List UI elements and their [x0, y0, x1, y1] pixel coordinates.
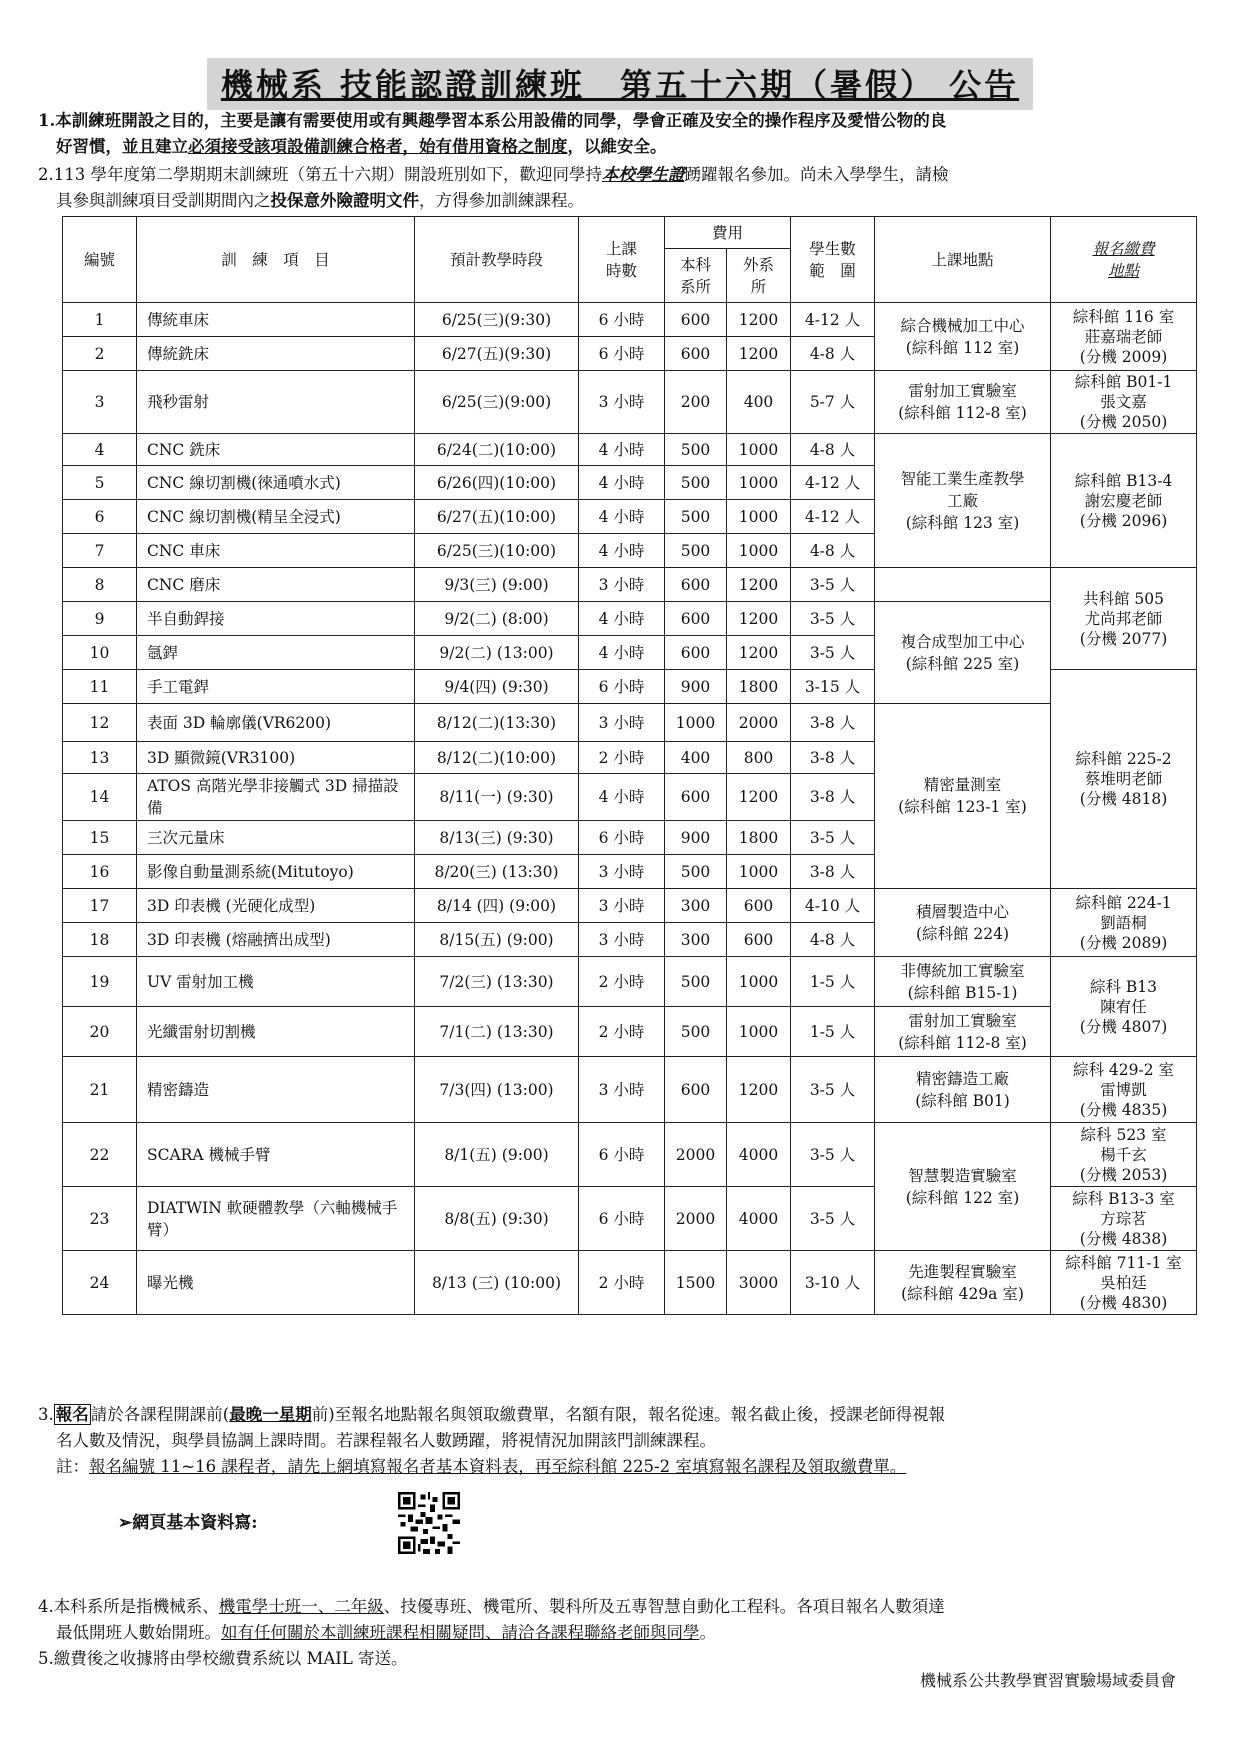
- cell-size: 4-12 人: [791, 303, 875, 337]
- cell-hours: 6 小時: [579, 670, 665, 704]
- header-fee: 費用: [665, 217, 791, 249]
- table-row: [63, 568, 1197, 602]
- cell-fee-out: 1000: [727, 1007, 791, 1057]
- cell-time: 7/3(四) (13:00): [415, 1057, 579, 1123]
- table-row: [63, 602, 1197, 636]
- cell-fee-out: 1000: [727, 466, 791, 500]
- cell-fee-in: 400: [665, 742, 727, 774]
- paragraph-3: [38, 1402, 1208, 1480]
- cell-size: 3-5 人: [791, 602, 875, 636]
- header-hours: 上課 時數: [579, 217, 665, 303]
- cell-register: 綜科館 116 室 莊嘉瑞老師 (分機 2009): [1051, 303, 1197, 371]
- cell-time: 9/3(三) (9:00): [415, 568, 579, 602]
- cell-hours: 3 小時: [579, 704, 665, 742]
- cell-no: 23: [63, 1187, 137, 1251]
- cell-time: 8/8(五) (9:30): [415, 1187, 579, 1251]
- cell-hours: 6 小時: [579, 1187, 665, 1251]
- course-table: [62, 216, 1197, 1315]
- cell-fee-out: 1200: [727, 303, 791, 337]
- table-row: [63, 1057, 1197, 1123]
- cell-item: SCARA 機械手臂: [137, 1123, 415, 1187]
- cell-fee-out: 1200: [727, 568, 791, 602]
- p1-line1: 1.本訓練班開設之目的，主要是讓有需要使用或有興趣學習本系公用設備的同學，學會正確及安全的操作程序及愛惜公物的良: [38, 111, 947, 130]
- cell-time: 6/25(三)(9:30): [415, 303, 579, 337]
- qr-code-icon[interactable]: [398, 1492, 460, 1554]
- cell-size: 3-15 人: [791, 670, 875, 704]
- table-row: [63, 704, 1197, 742]
- cell-register: 綜科館 225-2 蔡堆明老師 (分機 4818): [1051, 670, 1197, 889]
- cell-register: 綜科 B13-3 室 方琮茗 (分機 4838): [1051, 1187, 1197, 1251]
- header-item: 訓 練 項 目: [137, 217, 415, 303]
- cell-register: 綜科 B13 陳宥任 (分機 4807): [1051, 957, 1197, 1057]
- cell-item: CNC 車床: [137, 534, 415, 568]
- p1-line2: 好習慣，並且建立必須接受該項設備訓練合格者，始有借用資格之制度，以維安全。: [56, 137, 667, 156]
- cell-no: 1: [63, 303, 137, 337]
- cell-hours: 3 小時: [579, 1057, 665, 1123]
- title-wrap: [0, 58, 1240, 110]
- p4-line2: 最低開班人數始開班。如有任何關於本訓練班課程相關疑問、請洽各課程聯絡老師與同學。: [56, 1623, 716, 1642]
- table-row: [63, 371, 1197, 434]
- cell-size: 4-8 人: [791, 337, 875, 371]
- cell-size: 3-5 人: [791, 1187, 875, 1251]
- table-header-row-1: [63, 217, 1197, 249]
- cell-fee-out: 4000: [727, 1187, 791, 1251]
- cell-fee-in: 500: [665, 957, 727, 1007]
- cell-fee-out: 1200: [727, 774, 791, 821]
- cell-fee-out: 1000: [727, 434, 791, 466]
- cell-no: 3: [63, 371, 137, 434]
- cell-size: 1-5 人: [791, 1007, 875, 1057]
- cell-item: 手工電銲: [137, 670, 415, 704]
- cell-fee-in: 500: [665, 855, 727, 889]
- cell-fee-in: 500: [665, 1007, 727, 1057]
- cell-location: 智能工業生產教學 工廠 (綜科館 123 室): [875, 434, 1051, 568]
- cell-hours: 4 小時: [579, 636, 665, 670]
- paragraph-4: [38, 1594, 1208, 1646]
- cell-size: 3-10 人: [791, 1251, 875, 1315]
- cell-register: 綜科 523 室 楊千玄 (分機 2053): [1051, 1123, 1197, 1187]
- cell-no: 22: [63, 1123, 137, 1187]
- cell-fee-in: 600: [665, 337, 727, 371]
- cell-time: 8/1(五) (9:00): [415, 1123, 579, 1187]
- cell-item: 氬銲: [137, 636, 415, 670]
- cell-fee-in: 600: [665, 1057, 727, 1123]
- cell-fee-out: 1000: [727, 534, 791, 568]
- table-row: [63, 957, 1197, 1007]
- cell-fee-out: 3000: [727, 1251, 791, 1315]
- cell-size: 3-5 人: [791, 1123, 875, 1187]
- header-time: 預計教學時段: [415, 217, 579, 303]
- cell-fee-in: 300: [665, 889, 727, 923]
- cell-item: 三次元量床: [137, 821, 415, 855]
- cell-hours: 2 小時: [579, 957, 665, 1007]
- cell-size: 3-8 人: [791, 704, 875, 742]
- cell-item: UV 雷射加工機: [137, 957, 415, 1007]
- cell-item: 3D 顯微鏡(VR3100): [137, 742, 415, 774]
- cell-no: 2: [63, 337, 137, 371]
- cell-register: 綜科館 711-1 室 吳柏廷 (分機 4830): [1051, 1251, 1197, 1315]
- cell-fee-in: 600: [665, 636, 727, 670]
- cell-fee-in: 2000: [665, 1187, 727, 1251]
- cell-item: 影像自動量測系統(Mitutoyo): [137, 855, 415, 889]
- cell-hours: 3 小時: [579, 371, 665, 434]
- cell-fee-in: 500: [665, 534, 727, 568]
- table-row: [63, 434, 1197, 466]
- table-row: [63, 889, 1197, 923]
- cell-no: 8: [63, 568, 137, 602]
- page-title: 機械系 技能認證訓練班 第五十六期（暑假） 公告: [207, 58, 1033, 110]
- cell-item: CNC 線切割機(精呈全浸式): [137, 500, 415, 534]
- cell-fee-out: 1200: [727, 1057, 791, 1123]
- cell-hours: 4 小時: [579, 774, 665, 821]
- cell-fee-in: 600: [665, 602, 727, 636]
- paragraph-1: [38, 108, 1208, 160]
- cell-size: 4-12 人: [791, 466, 875, 500]
- cell-size: 3-5 人: [791, 1057, 875, 1123]
- cell-location: 非傳統加工實驗室 (綜科館 B15-1): [875, 957, 1051, 1007]
- cell-hours: 2 小時: [579, 1251, 665, 1315]
- web-form-label: ➢網頁基本資料寫:: [118, 1513, 258, 1533]
- cell-no: 20: [63, 1007, 137, 1057]
- cell-size: 4-12 人: [791, 500, 875, 534]
- cell-time: 8/13 (三) (10:00): [415, 1251, 579, 1315]
- cell-register: 共科館 505 尤尚邦老師 (分機 2077): [1051, 568, 1197, 670]
- cell-register: 綜科館 B13-4 謝宏慶老師 (分機 2096): [1051, 434, 1197, 568]
- cell-fee-out: 1200: [727, 337, 791, 371]
- cell-time: 6/27(五)(10:00): [415, 500, 579, 534]
- cell-hours: 6 小時: [579, 1123, 665, 1187]
- p4-line1: 4.本科系所是指機械系、機電學士班一、二年級、技優專班、機電所、製科所及五專智慧自動化工程科。各項目報名人數須達: [38, 1597, 945, 1616]
- cell-fee-out: 1200: [727, 602, 791, 636]
- cell-location: 綜合機械加工中心 (綜科館 112 室): [875, 303, 1051, 371]
- cell-no: 5: [63, 466, 137, 500]
- cell-no: 7: [63, 534, 137, 568]
- cell-time: 8/12(二)(13:30): [415, 704, 579, 742]
- cell-no: 19: [63, 957, 137, 1007]
- cell-time: 6/24(二)(10:00): [415, 434, 579, 466]
- cell-fee-out: 600: [727, 889, 791, 923]
- cell-size: 4-8 人: [791, 434, 875, 466]
- cell-fee-in: 2000: [665, 1123, 727, 1187]
- cell-size: 5-7 人: [791, 371, 875, 434]
- cell-item: 傳統車床: [137, 303, 415, 337]
- cell-fee-in: 1500: [665, 1251, 727, 1315]
- cell-fee-in: 500: [665, 434, 727, 466]
- cell-location: 精密量測室 (綜科館 123-1 室): [875, 704, 1051, 889]
- cell-hours: 6 小時: [579, 337, 665, 371]
- cell-fee-in: 500: [665, 500, 727, 534]
- cell-time: 9/2(二) (13:00): [415, 636, 579, 670]
- cell-fee-in: 600: [665, 774, 727, 821]
- cell-no: 24: [63, 1251, 137, 1315]
- header-location: 上課地點: [875, 217, 1051, 303]
- cell-hours: 4 小時: [579, 466, 665, 500]
- cell-fee-out: 1000: [727, 957, 791, 1007]
- cell-no: 15: [63, 821, 137, 855]
- cell-hours: 2 小時: [579, 742, 665, 774]
- cell-size: 3-8 人: [791, 855, 875, 889]
- cell-hours: 2 小時: [579, 1007, 665, 1057]
- cell-no: 4: [63, 434, 137, 466]
- header-fee-in: 本科 系所: [665, 249, 727, 303]
- cell-no: 14: [63, 774, 137, 821]
- cell-hours: 3 小時: [579, 889, 665, 923]
- cell-item: 表面 3D 輪廓儀(VR6200): [137, 704, 415, 742]
- cell-size: 4-8 人: [791, 534, 875, 568]
- cell-item: DIATWIN 軟硬體教學（六軸機械手臂）: [137, 1187, 415, 1251]
- cell-hours: 3 小時: [579, 855, 665, 889]
- p2-line1: 2.113 學年度第二學期期末訓練班（第五十六期）開設班別如下，歡迎同學持本校學生證踴躍報名參加。尚未入學學生，請檢: [38, 165, 949, 184]
- cell-fee-out: 1000: [727, 500, 791, 534]
- cell-item: 飛秒雷射: [137, 371, 415, 434]
- cell-time: 8/14 (四) (9:00): [415, 889, 579, 923]
- cell-item: ATOS 高階光學非接觸式 3D 掃描設備: [137, 774, 415, 821]
- cell-fee-in: 600: [665, 303, 727, 337]
- cell-time: 9/2(二) (8:00): [415, 602, 579, 636]
- cell-item: CNC 磨床: [137, 568, 415, 602]
- cell-hours: 3 小時: [579, 923, 665, 957]
- cell-fee-out: 1000: [727, 855, 791, 889]
- cell-item: 光纖雷射切割機: [137, 1007, 415, 1057]
- cell-size: 3-8 人: [791, 742, 875, 774]
- cell-fee-out: 4000: [727, 1123, 791, 1187]
- cell-time: 8/15(五) (9:00): [415, 923, 579, 957]
- table-body: [63, 303, 1197, 1315]
- cell-hours: 6 小時: [579, 821, 665, 855]
- cell-location: 精密鑄造工廠 (綜科館 B01): [875, 1057, 1051, 1123]
- paragraph-2: [38, 162, 1208, 214]
- cell-fee-in: 200: [665, 371, 727, 434]
- cell-register: 綜科館 224-1 劉語桐 (分機 2089): [1051, 889, 1197, 957]
- cell-time: 6/26(四)(10:00): [415, 466, 579, 500]
- table-row: [63, 303, 1197, 337]
- cell-time: 6/27(五)(9:30): [415, 337, 579, 371]
- cell-size: 4-10 人: [791, 889, 875, 923]
- cell-item: CNC 線切割機(徠通噴水式): [137, 466, 415, 500]
- cell-no: 10: [63, 636, 137, 670]
- header-size: 學生數 範 圍: [791, 217, 875, 303]
- cell-item: 傳統銑床: [137, 337, 415, 371]
- cell-size: 3-5 人: [791, 636, 875, 670]
- cell-register: 綜科 429-2 室 雷博凱 (分機 4835): [1051, 1057, 1197, 1123]
- signature: 機械系公共教學實習實驗場域委員會: [919, 1671, 1176, 1690]
- cell-hours: 4 小時: [579, 534, 665, 568]
- cell-location: 積層製造中心 (綜科館 224): [875, 889, 1051, 957]
- cell-no: 11: [63, 670, 137, 704]
- cell-fee-in: 900: [665, 670, 727, 704]
- cell-size: 3-5 人: [791, 821, 875, 855]
- cell-no: 13: [63, 742, 137, 774]
- cell-hours: 3 小時: [579, 568, 665, 602]
- cell-item: 半自動銲接: [137, 602, 415, 636]
- cell-no: 16: [63, 855, 137, 889]
- cell-location: [875, 568, 1051, 602]
- cell-location: 複合成型加工中心 (綜科館 225 室): [875, 602, 1051, 704]
- cell-size: 1-5 人: [791, 957, 875, 1007]
- cell-no: 9: [63, 602, 137, 636]
- cell-time: 6/25(三)(9:00): [415, 371, 579, 434]
- cell-location: 雷射加工實驗室 (綜科館 112-8 室): [875, 1007, 1051, 1057]
- cell-fee-out: 1800: [727, 821, 791, 855]
- cell-size: 3-5 人: [791, 568, 875, 602]
- cell-location: 雷射加工實驗室 (綜科館 112-8 室): [875, 371, 1051, 434]
- p3-line2: 名人數及情況，與學員協調上課時間。若課程報名人數踴躍，將視情況加開該門訓練課程。: [56, 1431, 716, 1450]
- cell-item: CNC 銑床: [137, 434, 415, 466]
- cell-time: 8/11(一) (9:30): [415, 774, 579, 821]
- cell-hours: 4 小時: [579, 602, 665, 636]
- p3-line1: 3. 報名 請於各課程開課前(最晚一星期前)至報名地點報名與領取繳費單，名額有限，報名從速。報名截止後，授課老師得視報: [38, 1405, 946, 1424]
- table-row: [63, 1123, 1197, 1187]
- cell-fee-out: 800: [727, 742, 791, 774]
- cell-fee-out: 1800: [727, 670, 791, 704]
- cell-fee-in: 500: [665, 466, 727, 500]
- cell-hours: 4 小時: [579, 500, 665, 534]
- cell-register: 綜科館 B01-1 張文嘉 (分機 2050): [1051, 371, 1197, 434]
- cell-time: 7/2(三) (13:30): [415, 957, 579, 1007]
- paragraph-5: 5.繳費後之收據將由學校繳費系統以 MAIL 寄送。: [38, 1649, 408, 1668]
- p2-line2: 具參與訓練項目受訓期間內之投保意外險證明文件，方得參加訓練課程。: [56, 191, 584, 210]
- cell-time: 8/20(三) (13:30): [415, 855, 579, 889]
- cell-location: 先進製程實驗室 (綜科館 429a 室): [875, 1251, 1051, 1315]
- cell-item: 3D 印表機 (熔融擠出成型): [137, 923, 415, 957]
- cell-time: 8/12(二)(10:00): [415, 742, 579, 774]
- cell-hours: 6 小時: [579, 303, 665, 337]
- cell-no: 21: [63, 1057, 137, 1123]
- cell-fee-out: 1200: [727, 636, 791, 670]
- cell-location: 智慧製造實驗室 (綜科館 122 室): [875, 1123, 1051, 1251]
- cell-fee-in: 600: [665, 568, 727, 602]
- cell-no: 18: [63, 923, 137, 957]
- cell-hours: 4 小時: [579, 434, 665, 466]
- cell-time: 7/1(二) (13:30): [415, 1007, 579, 1057]
- cell-size: 4-8 人: [791, 923, 875, 957]
- table-row: [63, 1251, 1197, 1315]
- cell-fee-in: 900: [665, 821, 727, 855]
- cell-no: 17: [63, 889, 137, 923]
- cell-fee-out: 400: [727, 371, 791, 434]
- p3-note: 註：報名編號 11~16 課程者，請先上網填寫報名者基本資料表，再至綜科館 225-2 室填寫報名課程及領取繳費單。: [56, 1457, 907, 1476]
- cell-item: 3D 印表機 (光硬化成型): [137, 889, 415, 923]
- cell-fee-out: 2000: [727, 704, 791, 742]
- cell-time: 9/4(四) (9:30): [415, 670, 579, 704]
- table-row: [63, 1007, 1197, 1057]
- cell-no: 6: [63, 500, 137, 534]
- cell-fee-in: 1000: [665, 704, 727, 742]
- cell-fee-out: 600: [727, 923, 791, 957]
- cell-size: 3-8 人: [791, 774, 875, 821]
- cell-fee-in: 300: [665, 923, 727, 957]
- cell-item: 精密鑄造: [137, 1057, 415, 1123]
- header-no: 編號: [63, 217, 137, 303]
- cell-item: 曝光機: [137, 1251, 415, 1315]
- cell-time: 8/13(三) (9:30): [415, 821, 579, 855]
- header-fee-out: 外系 所: [727, 249, 791, 303]
- cell-time: 6/25(三)(10:00): [415, 534, 579, 568]
- cell-no: 12: [63, 704, 137, 742]
- header-register: 報名繳費 地點: [1051, 217, 1197, 303]
